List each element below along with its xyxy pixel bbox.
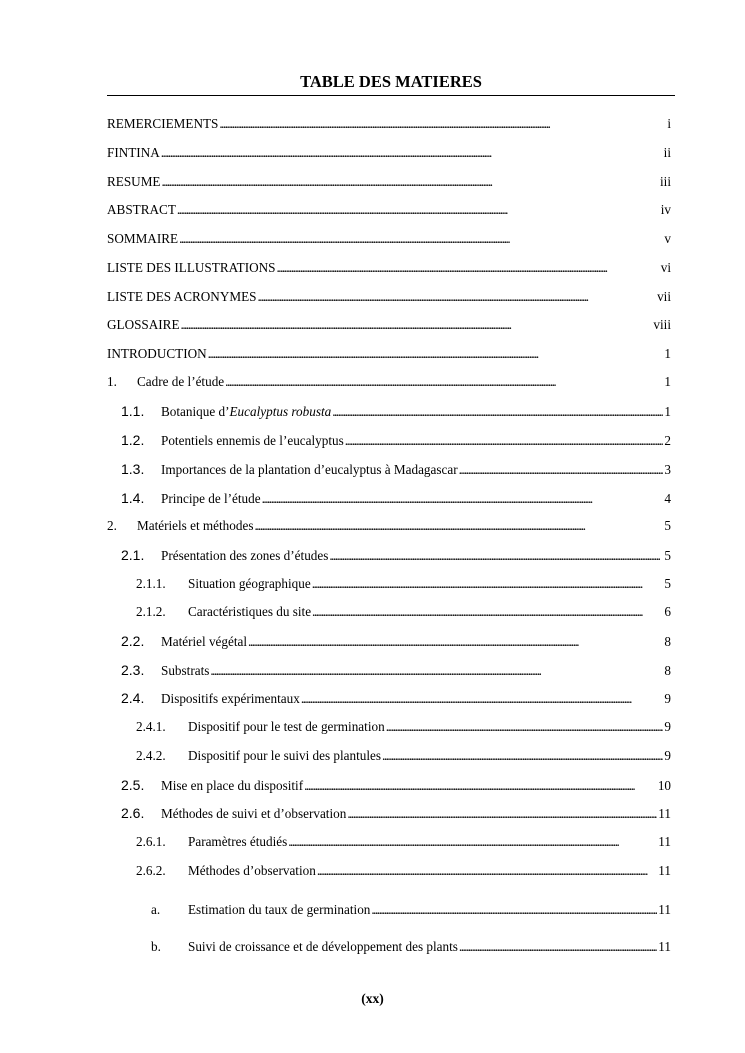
toc-entry-page-number: 11 [658,806,671,821]
toc-entry-title-text: Matériel végétal [161,634,248,649]
toc-entry-number: a. [151,902,161,917]
toc-entry-title-text: Importances de la plantation d’eucalyptus à Madagascar [161,462,458,477]
toc-entry-page-number: 11 [658,863,671,878]
toc-entry-number: 2. [107,518,117,533]
toc-entry-title [161,460,458,480]
toc-entry[interactable] [151,937,671,957]
toc-entry-title [161,776,303,796]
toc-entry-title-text: Paramètres étudiés [188,834,288,849]
toc-entry-page-number: vii [657,289,671,304]
toc-entry-number: 2.5. [121,777,145,793]
toc-entry-title-text: Dispositif pour le suivi des plantules [188,748,382,763]
toc-entry-title-text: LISTE DES ACRONYMES [107,289,257,304]
toc-entry-number: 2.2. [121,633,145,649]
toc-entry-title [107,258,276,278]
toc-entry-page-number: 11 [658,939,671,954]
toc-entry-title-text: INTRODUCTION [107,346,207,361]
toc-entry-page-number: 1 [664,346,671,361]
toc-entry-title [188,602,311,622]
toc-entry[interactable] [121,545,671,565]
toc-entry-page-number: 9 [664,748,671,763]
toc-entry[interactable] [121,660,671,680]
toc-entry[interactable] [121,430,671,450]
toc-entry[interactable] [107,172,671,192]
dot-leader [312,602,663,622]
toc-entry-page-number: 11 [658,834,671,849]
toc-entry-title [107,172,161,192]
toc-entry-title-text: Méthodes de suivi et d’observation [161,806,347,821]
dot-leader [181,315,653,335]
toc-entry-title-text: Caractéristiques du site [188,604,312,619]
toc-entry-number: 2.6.1. [136,834,166,849]
toc-entry-number: 2.1. [121,547,145,563]
toc-entry-title [188,861,316,881]
toc-entry-title-text: Situation géographique [188,576,311,591]
toc-entry-title [107,229,178,249]
toc-entry-page-number: 3 [664,462,671,477]
toc-entry-title [161,689,300,709]
toc-entry-page-number: 1 [664,374,671,389]
toc-entry-number: 1.3. [121,461,145,477]
toc-entry-title-text: LISTE DES ILLUSTRATIONS [107,260,276,275]
toc-entry-number: 2.4.2. [136,748,166,763]
toc-entry-number: b. [151,939,161,954]
toc-entry[interactable] [107,516,671,536]
toc-entry-title [188,832,287,852]
dot-leader [288,832,657,852]
toc-entry[interactable] [136,832,671,852]
toc-entry-title [161,489,261,509]
dot-leader [248,632,663,652]
toc-entry-title [137,372,224,392]
toc-entry[interactable] [107,143,671,163]
toc-entry-title [161,431,344,451]
page-number-footer: (xx) [361,991,384,1006]
toc-entry-page-number: 8 [664,634,671,649]
toc-entry[interactable] [107,229,671,249]
toc-entry-number: 2.6.2. [136,863,166,878]
toc-entry[interactable] [121,488,671,508]
toc-entry-page-number: 5 [664,576,671,591]
toc-entry-title [107,143,160,163]
toc-entry-number: 2.4.1. [136,719,166,734]
toc-entry-page-number: 8 [664,663,671,678]
toc-entry-page-number: 9 [664,691,671,706]
toc-entry[interactable] [121,775,671,795]
toc-entry-title [161,804,346,824]
toc-entry[interactable] [107,200,671,220]
toc-entry[interactable] [107,258,671,278]
toc-entry[interactable] [107,315,671,335]
toc-entry-title-text: FINTINA [107,145,160,160]
toc-entry-page-number: 9 [664,719,671,734]
dot-leader [225,372,663,392]
toc-entry[interactable] [136,746,671,766]
dot-leader [347,804,657,824]
dot-leader [459,937,657,957]
toc-entry[interactable] [136,717,671,737]
dot-leader [386,717,664,737]
toc-entry-title [161,661,209,681]
toc-entry-page-number: 6 [664,604,671,619]
toc-entry-title-text: Substrats [161,663,210,678]
toc-entry-title [188,746,381,766]
toc-entry[interactable] [121,459,671,479]
toc-entry-page-number: iv [660,202,671,217]
toc-entry-page-number: v [664,231,671,246]
toc-entry-title-text: Estimation du taux de germination [188,902,371,917]
dot-leader [459,460,664,480]
toc-entry-page-number: i [667,116,671,131]
toc-entry-title [107,200,176,220]
toc-entry-title-text: Mise en place du dispositif [161,778,304,793]
dot-leader [257,287,656,307]
toc-entry-number: 2.3. [121,662,145,678]
toc-entry-title-text: RESUME [107,174,161,189]
toc-entry-number: 1.1. [121,403,145,419]
toc-entry[interactable] [107,372,671,392]
toc-entry[interactable] [136,602,671,622]
toc-entry-title [188,937,458,957]
dot-leader [345,431,664,451]
dot-leader [332,402,663,422]
toc-entry[interactable] [121,688,671,708]
toc-entry[interactable] [136,861,671,881]
dot-leader [277,258,660,278]
toc-entry-page-number: 5 [664,518,671,533]
toc-entry-page-number: 10 [657,778,671,793]
toc-entry-title [107,344,207,364]
toc-entry-title [188,574,311,594]
toc-entry-title [161,546,328,566]
toc-entry-page-number: 2 [664,433,671,448]
toc-entry[interactable] [121,631,671,651]
toc-entry-title-text: Méthodes d’observation [188,863,316,878]
dot-leader [161,143,663,163]
toc-entry[interactable] [136,574,671,594]
toc-entry-title-text: Dispositif pour le test de germination [188,719,385,734]
toc-entry-title [161,632,247,652]
toc-entry-number: 2.1.1. [136,576,166,591]
toc-entry-title-text: SOMMAIRE [107,231,179,246]
dot-leader [382,746,663,766]
toc-entry-title [188,717,385,737]
page-title: TABLE DES MATIERES [300,72,482,91]
toc-entry-page-number: 1 [664,404,671,419]
toc-entry-title [107,114,218,134]
toc-entry-title-text: Dispositifs expérimentaux [161,691,300,706]
toc-entry-number: 2.6. [121,805,145,821]
toc-entry-title-text: Potentiels ennemis de l’eucalyptus [161,433,344,448]
dot-leader [210,661,663,681]
toc-entry-title-text: Botanique d’ [161,404,230,419]
toc-entry-page-number: 5 [664,548,671,563]
toc-entry-number: 2.1.2. [136,604,166,619]
dot-leader [262,489,664,509]
dot-leader [329,546,663,566]
dot-leader [179,229,663,249]
dot-leader [304,776,657,796]
toc-entry-title-italic: Eucalyptus robusta [229,404,332,419]
toc-entry-title-text: Suivi de croissance et de développement des plants [188,939,458,954]
dot-leader [312,574,664,594]
dot-leader [254,516,663,536]
dot-leader [301,689,664,709]
toc-entry-title [107,287,256,307]
toc-entry-title [188,900,370,920]
toc-entry-title [107,315,180,335]
dot-leader [371,900,657,920]
toc-entry-number: 2.4. [121,690,145,706]
toc-entry[interactable] [107,344,671,364]
toc-entry-number: 1.4. [121,490,145,506]
toc-entry-page-number: 4 [664,491,671,506]
toc-entry[interactable] [107,287,671,307]
toc-entry-title-text: REMERCIEMENTS [107,116,219,131]
toc-entry-title-text: ABSTRACT [107,202,176,217]
dot-leader [208,344,664,364]
toc-entry-number: 1. [107,374,117,389]
dot-leader [177,200,660,220]
toc-entry[interactable] [121,401,671,421]
toc-entry-title [161,402,331,422]
toc-entry-page-number: 11 [658,902,671,917]
dot-leader [317,861,657,881]
toc-entry[interactable] [151,900,671,920]
toc-entry-title [137,516,253,536]
toc-entry-title-text: Matériels et méthodes [137,518,254,533]
toc-entry-page-number: viii [653,317,671,332]
toc-entry-title-text: Principe de l’étude [161,491,261,506]
toc-entry[interactable] [121,803,671,823]
toc-entry-page-number: iii [660,174,671,189]
toc-entry-title-text: Cadre de l’étude [137,374,225,389]
toc-entry-page-number: vi [660,260,671,275]
toc-entry-title-text: GLOSSAIRE [107,317,180,332]
dot-leader [219,114,666,134]
toc-entry-number: 1.2. [121,432,145,448]
toc-entry[interactable] [107,114,671,134]
dot-leader [162,172,660,192]
toc-entry-page-number: ii [663,145,671,160]
toc-entry-title-text: Présentation des zones d’études [161,548,329,563]
